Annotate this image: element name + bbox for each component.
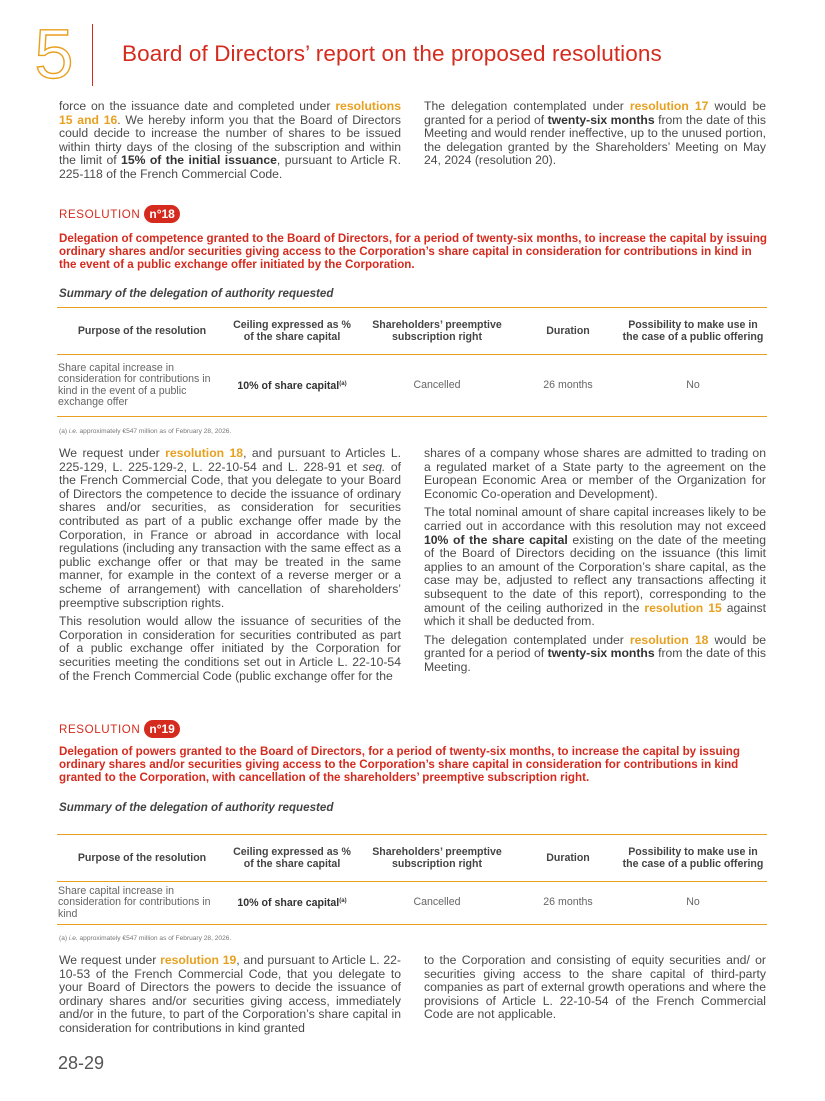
text: The delegation contemplated under xyxy=(424,99,630,113)
header-divider xyxy=(92,24,93,86)
resolution-18-summary-heading: Summary of the delegation of authority requested xyxy=(59,287,334,300)
text: from the date of this Meeting and would render ineffective, up to the unused portion, the delegation granted by the Shareholders’ Meeting on May 24, 2024 (resolution 20). xyxy=(424,112,766,168)
page-title: Board of Directors’ report on the proposed resolutions xyxy=(122,41,662,66)
resolution-19-footnote xyxy=(59,935,231,942)
table-header-row xyxy=(57,308,767,355)
text: The total nominal amount of share capital increases likely to be carried out in accordance with this resolution may not exceed xyxy=(424,505,766,533)
text: force on the issuance date and completed under xyxy=(59,99,336,113)
table-row xyxy=(57,355,767,417)
footnote-marker: (a) xyxy=(339,898,347,905)
header-purpose: Purpose of the resolution xyxy=(57,835,227,882)
text: We request under xyxy=(59,446,166,460)
cell-ceiling xyxy=(227,882,357,925)
header-possibility: Possibility to make use in the case of a public offering xyxy=(619,835,767,882)
text: approximately €547 million as of February 28, 2026. xyxy=(77,428,232,435)
cell-possibility: No xyxy=(619,355,767,417)
text: would be granted for a period of xyxy=(424,632,767,661)
table-row xyxy=(57,882,767,925)
paragraph xyxy=(59,954,401,1036)
text: against which it shall be deducted from. xyxy=(424,600,767,629)
text: (a) xyxy=(59,428,69,435)
chapter-number-text: 5 xyxy=(34,20,74,86)
resolution-link: resolution 18 xyxy=(165,446,244,460)
text: from the date of this Meeting. xyxy=(424,646,766,674)
text: i.e. xyxy=(68,935,78,942)
header-ceiling: Ceiling expressed as % of the share capital xyxy=(227,835,357,882)
resolution-link: resolution 15 xyxy=(644,600,722,615)
resolution-number-badge: n°18 xyxy=(144,205,179,223)
header-duration: Duration xyxy=(517,835,619,882)
resolution-19-heading xyxy=(59,720,180,738)
intro-left-paragraph xyxy=(59,100,401,182)
emphasis: twenty-six months xyxy=(547,646,655,661)
header-preemptive: Shareholders’ preemptive subscription right xyxy=(357,308,517,355)
resolution-link: resolution 18 xyxy=(629,632,709,647)
intro-right-column xyxy=(424,100,766,169)
text: , and pursuant to Articles L. 225-129, L. 225-129-2, L. 22-10-54 and L. 228-91 et xyxy=(59,446,401,474)
cell-purpose: Share capital increase in consideration for contributions in kind xyxy=(57,882,227,925)
paragraph: This resolution would allow the issuance of securities of the Corporation in consideration for securities contributed as part of a public exchange offer initiated by the Corporation for securities meeting the conditions set out in Article L. 22-10-54 of the French Commercial Code (public exchange offer for the xyxy=(59,614,401,683)
paragraph: shares of a company whose shares are admitted to trading on a regulated market of a State party to the agreement on the European Economic Area or member of the Organization for Economic Co-operation and Development). xyxy=(424,446,766,501)
cell-duration: 26 months xyxy=(517,355,619,417)
emphasis: twenty-six months xyxy=(547,112,655,127)
resolution-18-heading xyxy=(59,205,180,223)
intro-right-paragraph xyxy=(424,100,766,168)
cell-possibility: No xyxy=(619,882,767,925)
resolution-label: RESOLUTION xyxy=(59,722,141,736)
resolution-18-footnote xyxy=(59,428,231,435)
header-purpose: Purpose of the resolution xyxy=(57,308,227,355)
header-preemptive: Shareholders’ preemptive subscription right xyxy=(357,835,517,882)
text: We request under xyxy=(59,953,161,967)
emphasis: 15% of the initial issuance xyxy=(121,153,277,168)
text: of the French Commercial Code, that you delegate to your Board of Directors the competence to decide the issuance of ordinary shares and/or securities, as consideration for securities contributed as part of a public exchange offer made by the Corporation, in France or abroad in accordance with local regulations (including any transaction with the same effect as a public exchange offer or that may be treated in the same manner, for example in the context of a reverse merger or a scheme of arrangement) with cancellation of shareholders’ preemptive subscription rights. xyxy=(59,459,402,610)
cell-preemptive: Cancelled xyxy=(357,882,517,925)
text: approximately €547 million as of February 28, 2026. xyxy=(77,935,232,942)
paragraph xyxy=(424,634,766,675)
resolution-19-summary-heading: Summary of the delegation of authority requested xyxy=(59,801,334,814)
text: seq. xyxy=(362,459,386,474)
resolution-link: resolution 19 xyxy=(160,953,237,967)
resolution-19-table xyxy=(57,834,767,925)
resolution-19-left-column xyxy=(59,954,401,1037)
paragraph xyxy=(59,447,401,610)
text: . We hereby inform you that the Board of Directors could decide to increase the number of shares to be issued within thirty days of the closing of the subscription and within the limit of xyxy=(59,112,401,168)
cell-preemptive: Cancelled xyxy=(357,355,517,417)
resolution-18-title: Delegation of competence granted to the Board of Directors, for a period of twenty-six months, to increase the capital by issuing ordinary shares and/or securities giving access to the Corporation’s share capital in consideration for contributions in kind in the event of a public exchange offer initiated by the Corporation. xyxy=(59,232,767,271)
resolution-18-right-column xyxy=(424,447,766,676)
cell-ceiling xyxy=(227,355,357,417)
paragraph: to the Corporation and consisting of equity securities and/ or securities giving access to the share capital of third-party companies as part of external growth operations and where the provisions of Article L. 22-10-54 of the French Commercial Code are not applicable. xyxy=(424,953,766,1022)
resolution-label: RESOLUTION xyxy=(59,207,141,221)
resolution-19-right-column xyxy=(424,954,766,1023)
text: , pursuant to Article R. 225-118 of the French Commercial Code. xyxy=(59,153,401,181)
text: , and pursuant to Article L. 22-10-53 of the French Commercial Code, that you delegate to your Board of Directors the powers to decide the issuance of ordinary shares and/or securities giving access, immediately and/or in the future, to part of the Corporation’s share capital in consideration for contributions in kind granted xyxy=(59,953,401,1035)
resolution-18-left-column xyxy=(59,447,401,684)
paragraph xyxy=(424,506,766,628)
resolution-link: resolutions 15 and 16 xyxy=(59,99,401,127)
ceiling-value: 10% of share capital xyxy=(237,897,340,910)
header-possibility: Possibility to make use in the case of a public offering xyxy=(619,308,767,355)
intro-left-column xyxy=(59,100,401,183)
resolution-18-table xyxy=(57,307,767,417)
text: existing on the date of the meeting of the Board of Directors deciding on the issuance (this limit applies to an amount of the Corporation’s share capital, as the case may be, adjusted to reflect any transactions affecting it subsequent to the date of this report), corresponding to the amount of the ceiling authorized in the xyxy=(424,532,766,615)
emphasis: 10% of the share capital xyxy=(424,532,568,547)
text: The delegation contemplated under xyxy=(424,632,630,647)
text: (a) xyxy=(59,935,69,942)
resolution-link: resolution 17 xyxy=(629,99,709,113)
text: would be granted for a period of xyxy=(424,99,767,127)
resolution-number-badge: n°19 xyxy=(144,720,179,738)
table-header-row xyxy=(57,835,767,882)
page-number: 28-29 xyxy=(58,1053,105,1073)
cell-purpose: Share capital increase in consideration for contributions in kind in the event of a public exchange offer xyxy=(57,355,227,417)
cell-duration: 26 months xyxy=(517,882,619,925)
header-ceiling: Ceiling expressed as % of the share capital xyxy=(227,308,357,355)
resolution-19-title: Delegation of powers granted to the Board of Directors, for a period of twenty-six months, to increase the capital by issuing ordinary shares and/or securities giving access to the Corporation’s share capital in consideration for contributions in kind granted to the Corporation, with cancellation of the shareholders’ preemptive subscription right. xyxy=(59,745,740,784)
footnote-marker: (a) xyxy=(339,380,347,387)
header-duration: Duration xyxy=(517,308,619,355)
chapter-number xyxy=(28,20,80,86)
ceiling-value: 10% of share capital xyxy=(237,379,340,392)
text: i.e. xyxy=(68,428,78,435)
